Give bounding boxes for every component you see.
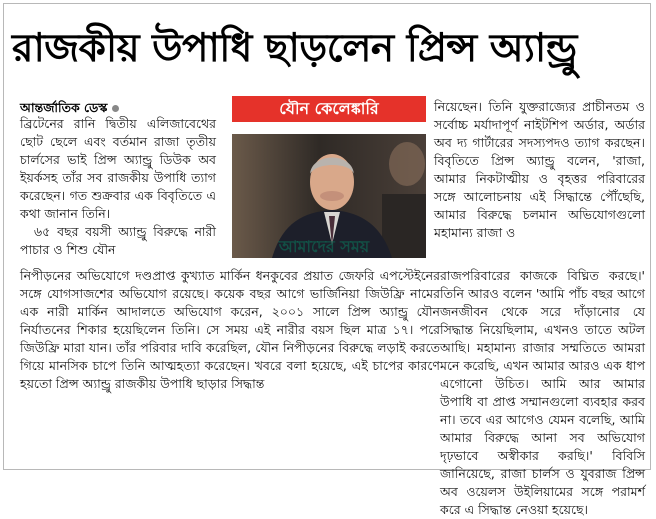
- paragraph: ৬৫ বছর বয়সী অ্যান্ড্রু বিরুদ্ধে নারী পাচার ও শিশু যৌন: [20, 224, 216, 257]
- column-right: [434, 98, 645, 266]
- kicker-label: যৌন কেলেঙ্কারি: [232, 96, 426, 122]
- dateline-text: আন্তর্জাতিক ডেস্ক: [20, 100, 108, 115]
- watermark: আমাদের সময়: [278, 237, 370, 256]
- column-bottom-left: [20, 267, 440, 459]
- headline: রাজকীয় উপাধি ছাড়লেন প্রিন্স অ্যান্ড্রু: [12, 26, 577, 71]
- column-bottom-right: [440, 267, 645, 517]
- news-clipping: [3, 3, 651, 517]
- column-left: [20, 115, 216, 265]
- paragraph: ব্রিটেনের রানি দ্বিতীয় এলিজাবেথের ছোট ছেলে এবং বর্তমান রাজা তৃতীয় চার্লসের ভাই প্রিন্স অ্যান্ড্রু ডিউক অব ইয়র্কসহ তাঁর সব রাজকীয় উপাধি ত্যাগ করেছেন। গত শুক্রবার এক বিবৃতিতে এ কথা জানান তিনি।: [20, 116, 216, 221]
- paragraph: নিপীড়নের অভিযোগে দণ্ডপ্রাপ্ত কুখ্যাত মার্কিন ধনকুবের প্রয়াত জেফরি এপস্টেইনের সঙ্গে যোগসাজশের অভিযোগ রয়েছে। কয়েক বছর আগে ভার্জিনিয়া জিউফ্রি নামের এক নারী মার্কিন আদালতে অভিযোগ করেন, ২০০১ সালে প্রিন্স অ্যান্ড্রু যৌন নির্যাতনের শিকার হয়েছিলেন তিনি। সে সময় এই নারীর বয়স ছিল মাত্র ১৭। পরে জিউফ্রি মারা যান। তাঁর পরিবার দাবি করেছিল, যৌন নিপীড়নের বিরুদ্ধে লড়াই করতে গিয়ে মানসিক চাপে তিনি আত্মহত্যা করেছেন। খবরে বলা হয়েছে, এই চাপের কারণে হয়তো প্রিন্স অ্যান্ড্রু রাজকীয় উপাধি ছাড়ার সিদ্ধান্ত: [20, 268, 440, 391]
- bullet-icon: [112, 105, 119, 112]
- paragraph: রাজপরিবারের কাজকে বিঘ্নিত করছে।' তিনি আরও বলেন 'আমি পাঁচ বছর আগে জনজীবন থেকে সরে দাঁড়ানোর যে সিদ্ধান্ত নিয়েছিলাম, এখনও তাতে অটল আছি। মহামান্য রাজার সম্মতিতে আমরা মনে করেছি, এখন আমার আরও এক ধাপ এগোনো উচিত। আমি আর আমার উপাধি বা প্রাপ্ত সম্মানগুলো ব্যবহার করব না। তবে এর আগেও যেমন বলেছি, আমি আমার বিরুদ্ধে আনা সব অভিযোগ দৃঢ়ভাবে অস্বীকার করছি।' বিবিসি জানিয়েছে, রাজা চার্লস ও যুবরাজ প্রিন্স অব ওয়েলস উইলিয়ামের সঙ্গে পরামর্শ করে এ সিদ্ধান্ত নেওয়া হয়েছে।: [440, 268, 645, 517]
- paragraph: নিয়েছেন। তিনি যুক্তরাজ্যের প্রাচীনতম ও সর্বোচ্চ মর্যাদাপূর্ণ নাইটশিপ অর্ডার, অর্ডার অব দ্য গার্টারের সদস্যপদও ত্যাগ করছেন। বিবৃতিতে প্রিন্স অ্যান্ড্রু বলেন, 'রাজা, আমার নিকটাত্মীয় ও বৃহত্তর পরিবারের সঙ্গে আলোচনায় এই সিদ্ধান্তে পৌঁছেছি, আমার বিরুদ্ধে চলমান অভিযোগগুলো মহামান্য রাজা ও: [434, 99, 645, 240]
